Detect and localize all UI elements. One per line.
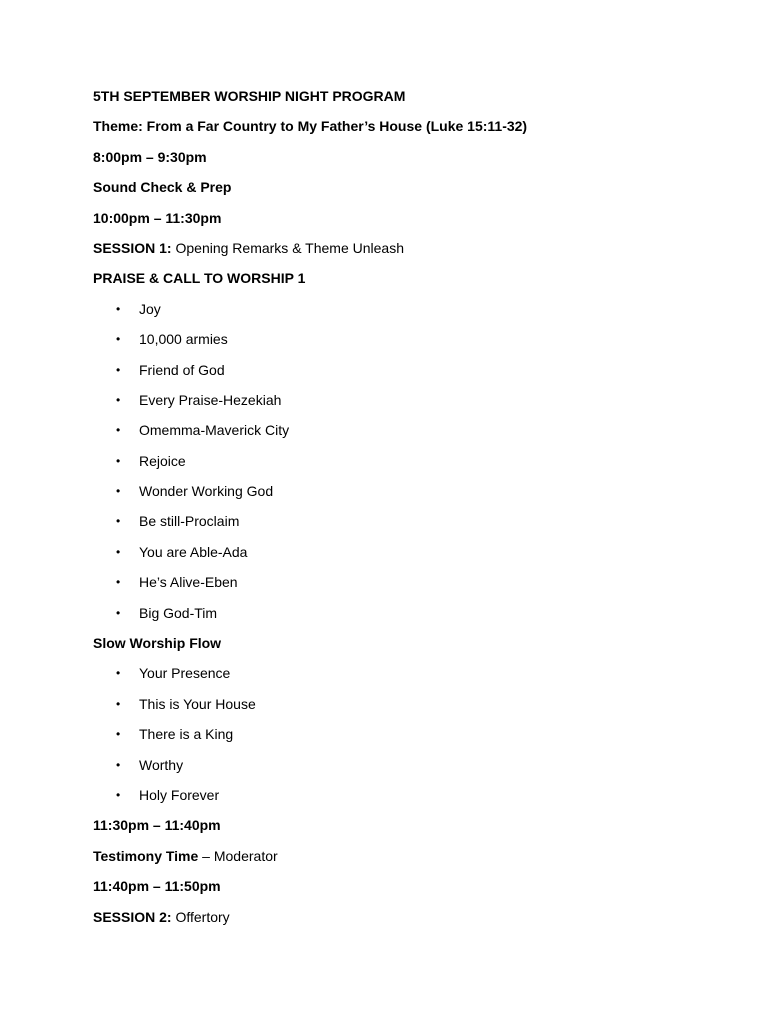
list-item: [93, 572, 733, 592]
testimony-line: [93, 846, 733, 866]
bullet-icon: •: [116, 484, 121, 499]
testimony-text: – Moderator: [198, 847, 278, 864]
song-title: Every Praise-Hezekiah: [139, 391, 282, 408]
bullet-icon: •: [116, 757, 121, 772]
bullet-icon: •: [116, 544, 121, 559]
list-item: [93, 420, 733, 440]
bullet-icon: •: [116, 727, 121, 742]
bullet-icon: •: [116, 332, 121, 347]
bullet-icon: •: [116, 423, 121, 438]
list-item: [93, 511, 733, 531]
song-title: Omemma-Maverick City: [139, 422, 290, 439]
list-item: [93, 299, 733, 319]
time-slot-3: 11:30pm – 11:40pm: [93, 817, 221, 834]
list-item: [93, 390, 733, 410]
list-item: [93, 724, 733, 744]
session-1-line: [93, 238, 733, 258]
list-item: [93, 542, 733, 562]
song-title: There is a King: [139, 726, 234, 743]
song-title: Joy: [139, 300, 161, 317]
bullet-icon: •: [116, 696, 121, 711]
song-title: Your Presence: [139, 665, 231, 682]
song-title: Wonder Working God: [139, 483, 274, 500]
session-1-label: SESSION 1:: [93, 239, 172, 256]
song-title: Holy Forever: [139, 786, 220, 803]
time-slot-4: 11:40pm – 11:50pm: [93, 878, 221, 895]
song-title: Worthy: [139, 756, 184, 773]
bullet-icon: •: [116, 514, 121, 529]
song-title: Big God-Tim: [139, 604, 218, 621]
list-item: [93, 603, 733, 623]
bullet-icon: •: [116, 301, 121, 316]
song-title: 10,000 armies: [139, 331, 228, 348]
list-item: [93, 785, 733, 805]
time-slot-1: 8:00pm – 9:30pm: [93, 148, 207, 165]
list-item: [93, 694, 733, 714]
session-1-text: Opening Remarks & Theme Unleash: [171, 239, 405, 256]
song-title: Rejoice: [139, 452, 186, 469]
slow-worship-list: [93, 663, 733, 805]
list-item: [93, 755, 733, 775]
list-item: [93, 481, 733, 501]
song-title: You are Able-Ada: [139, 543, 248, 560]
session-2-text: Offertory: [171, 908, 230, 925]
document-body: [93, 86, 733, 937]
list-item: [93, 451, 733, 471]
list-item: [93, 329, 733, 349]
praise-song-list: [93, 299, 733, 623]
bullet-icon: •: [116, 787, 121, 802]
slow-worship-heading: Slow Worship Flow: [93, 635, 222, 652]
time-slot-2: 10:00pm – 11:30pm: [93, 209, 222, 226]
bullet-icon: •: [116, 362, 121, 377]
song-title: Friend of God: [139, 361, 225, 378]
song-title: He’s Alive-Eben: [139, 574, 238, 591]
program-theme: Theme: From a Far Country to My Father’s House (Luke 15:11-32): [93, 118, 528, 135]
session-2-label: SESSION 2:: [93, 908, 172, 925]
song-title: This is Your House: [139, 695, 256, 712]
bullet-icon: •: [116, 453, 121, 468]
sound-check-heading: Sound Check & Prep: [93, 179, 232, 196]
testimony-label: Testimony Time: [93, 847, 199, 864]
praise-heading: PRAISE & CALL TO WORSHIP 1: [93, 270, 306, 287]
list-item: [93, 663, 733, 683]
bullet-icon: •: [116, 575, 121, 590]
bullet-icon: •: [116, 392, 121, 407]
program-title: 5TH SEPTEMBER WORSHIP NIGHT PROGRAM: [93, 88, 406, 104]
session-2-line: [93, 907, 733, 927]
bullet-icon: •: [116, 605, 121, 620]
list-item: [93, 360, 733, 380]
bullet-icon: •: [116, 666, 121, 681]
song-title: Be still-Proclaim: [139, 513, 240, 530]
